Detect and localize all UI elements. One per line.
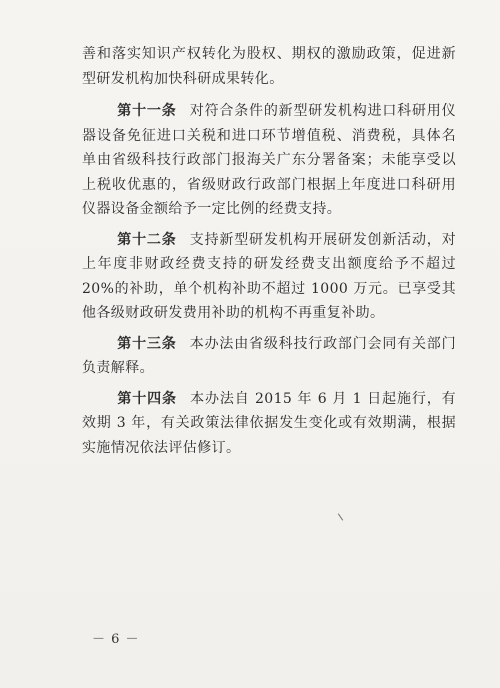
document-body [82,42,456,466]
article-12-text: 支持新型研发机构开展研发创新活动，对上年度非财政经费支持的研发经费支出额度给予不超过 20%的补助，单个机构补助不超过 1000 万元。已享受其他各级财政研发费用补助的机构不再重复补助。 [82,231,456,321]
article-14-heading: 第十四条 [117,390,177,407]
stray-pen-mark [338,513,343,520]
opening-paragraph [82,42,456,91]
article-13-text: 本办法由省级科技行政部门会同有关部门负责解释。 [82,335,456,376]
article-12 [82,228,456,326]
article-11-heading: 第十一条 [117,103,177,119]
article-14-text: 本办法自 2015 年 6 月 1 日起施行，有效期 3 年，有关政策法律依据发生变化或有效期满，根据实施情况依法评估修订。 [82,390,456,456]
article-12-heading: 第十二条 [117,231,177,248]
article-13 [82,332,456,381]
article-11 [82,99,456,222]
article-11-text: 对符合条件的新型研发机构进口科研用仪器设备免征进口关税和进口环节增值税、消费税，具体名单由省级科技行政部门报海关广东分署备案；未能享受以上税收优惠的，省级财政行政部门根据上年度进口科研用仪器设备金额给予一定比例的经费支持。 [82,103,456,217]
opening-paragraph-text: 善和落实知识产权转化为股权、期权的激励政策，促进新型研发机构加快科研成果转化。 [82,46,456,87]
article-14 [82,387,456,461]
article-13-heading: 第十三条 [117,335,177,352]
page-number: － 6 － [92,632,140,647]
